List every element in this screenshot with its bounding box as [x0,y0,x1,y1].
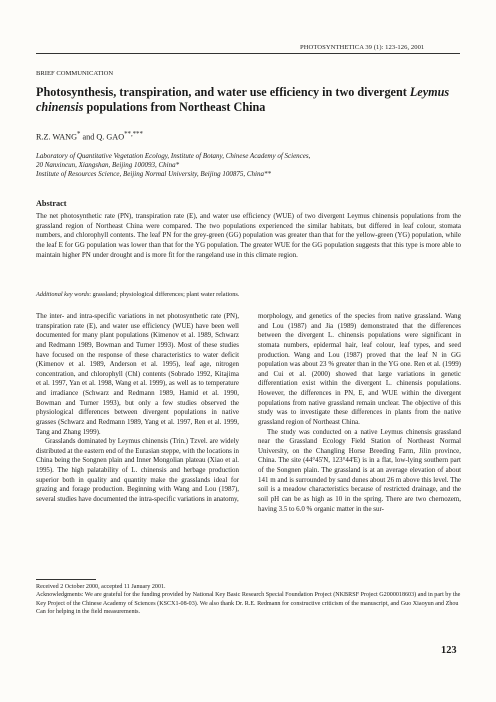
author-2: Q. GAO [96,132,125,142]
author-1: R.Z. WANG [36,132,78,142]
footnotes [36,583,461,616]
title-species: Leymus chinensis [36,85,450,114]
title-part-2: populations from Northeast China [83,99,266,114]
abstract-heading: Abstract [36,199,67,208]
body-column-right [258,312,461,514]
abstract-text: The net photosynthetic rate (PN), transpiration rate (E), and water use efficiency (WUE) of two divergent Leymus chinensis populations from the grassland region of Northeast China were compared. The two populations experienced the similar habitats, but differed in leaf colour, stomata numbers, and chlorophyll contents. The leaf PN for the grey-green (GG) population was greater than that for the yellow-green (YG) population, while the leaf E for GG population was lower than that for the YG population. The greater WUE for the GG population suggests that this type is more able to maintain higher PN under drought and is more fit for the rangeland use in this climate region. [36,212,461,259]
section-label: BRIEF COMMUNICATION [36,70,114,77]
author-joiner: and [80,132,97,142]
keywords [36,291,461,298]
paragraph: The inter- and intra-specific variations in net photosynthetic rate (PN), transpiration rate (E), and water use efficiency (WUE) have been well documented for many plant populations (Kimenov et al. 1989, Schwarz and Redmann 1989, Bowman and Turner 1993). Most of these studies have focused on the response of these characteristics to water deficit (Kimenov et al. 1989, Anderson et al. 1995), leaf age, nitrogen concentration, and chlorophyll (Chl) contents (Sobrado 1992, Kitajima et al. 1997, Yan et al. 1998, Wang et al. 1999), as well as to temperature and irradiance (Schwarz and Redmann 1989, Hamid et al. 1990, Bowman and Turner 1993), but only a few studies observed the physiological differences between divergent populations in native grasses (Schwarz and Redmann 1989, Yang et al. 1997, Ren et al. 1999, Tang and Zhang 1999). [36,312,239,436]
affiliation-line: Laboratory of Quantitative Vegetation Ecology, Institute of Botany, Chinese Academy of Sciences, [36,152,311,160]
body-column-left [36,312,239,505]
keywords-text: : grassland; physiological differences; plant water relations. [89,291,240,298]
title-part-1: Photosynthesis, transpiration, and water use efficiency in two divergent [36,85,410,99]
header-rule [36,53,460,54]
keywords-label: Additional key words [36,291,90,298]
paragraph: Grasslands dominated by Leymus chinensis (Trin.) Tzvel. are widely distributed at the eastern end of the Eurasian steppe, with the locations in China being the Songnen plain and Inner Mongolian plateau (Xiao et al. 1995). The high palatability of L. chinensis and herbage production superior both in quality and quantity make the grasslands ideal for grazing and forage production. Beginning with Wang and Lou (1987), several studies have documented the intra-specific variations in anatomy, [36,437,239,503]
acknowledgments-note: Acknowledgments: We are grateful for the funding provided by National Key Basic Research Special Foundation Project (NKBRSF Project G2000018603) and in part by the Key Project of the Chinese Academy of Sciences (KSCX1-08-03). We also thank Dr. R.E. Redmann for constructive criticism of the manuscript, and Guo Xiaoyun and Zhou Can for helping in the field measurements. [36,592,461,615]
received-note: Received 2 October 2000, accepted 11 January 2001. [36,584,166,590]
paragraph: morphology, and genetics of the species from native grassland. Wang and Lou (1987) and Jia (1989) demonstrated that the differences between the divergent L. chinensis populations were significant in stomata numbers, epidermal hair, leaf colour, leaf types, and seed production. Wang and Lou (1987) proved that the leaf N in GG population was about 23 % greater than in the YG one. Ren et al. (1999) and Cui et al. (2000) showed that large variations in genetic differentiation exist within the divergent L. chinensis populations. However, the differences in PN, E, and WUE within the divergent populations from native grassland remain unclear. The objective of this study was to investigate these differences in plants from the native grassland region of Northeast China. [258,312,461,426]
paragraph: The study was conducted on a native Leymus chinensis grassland near the Grassland Ecology Field Station of Northeast Normal University, on the Changling Horse Breeding Farm, Jilin province, China. The site (44°45'N, 123°44'E) is in a flat, low-lying southern part of the Songnen plain. The grassland is at an average elevation of about 141 m and is surrounded by sand dunes about 26 m above this level. The soil is a meadow characteristics because of restricted drainage, and the soil pH can be as high as 10 in the spring. There are two chernozem, having 3.5 to 6.0 % organic matter in the sur- [258,427,461,513]
affiliation-line: Institute of Resources Science, Beijing Normal University, Beijing 100875, China** [36,170,271,179]
affiliations [36,152,466,180]
author-2-mark: **,*** [124,131,143,138]
footnote-rule [36,579,96,580]
article-title [36,85,466,114]
page-number: 123 [441,645,457,656]
affiliation-line: 20 Nanxincun, Xiangshan, Beijing 100093, China* [36,161,180,170]
author-1-mark: * [77,131,81,138]
running-head: PHOTOSYNTHETICA 39 (1): 123-126, 2001 [300,44,425,51]
author-line [36,131,143,142]
